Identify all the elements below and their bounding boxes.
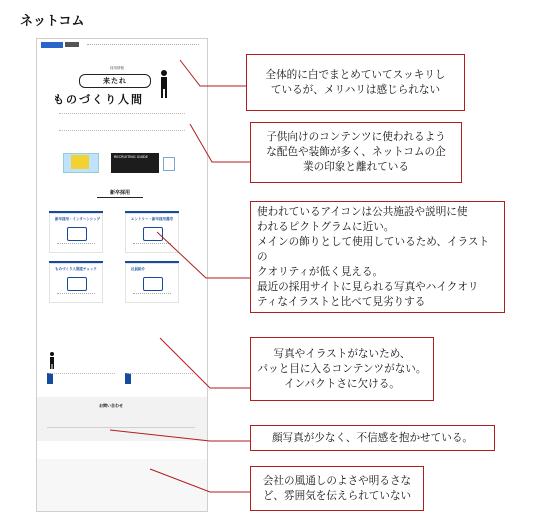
card-title: ものづくり人間度チェック (55, 267, 97, 271)
note-text: 子供向けのコンテンツに使われるよう な配色や装飾が多く、ネットコムの企 業の印象と離れている (266, 131, 446, 173)
card-text (133, 243, 171, 250)
website-thumbnail (36, 38, 208, 512)
card-text (57, 243, 95, 250)
site-logo-text (65, 42, 79, 47)
site-header (37, 39, 207, 51)
person-pictogram-icon (157, 69, 171, 99)
career-section (37, 351, 207, 387)
hero-heading-2: ものづくり人間 (53, 93, 144, 106)
card-text (133, 293, 171, 300)
card-icon (143, 277, 163, 291)
card-title: エントリー・新卒採用選考 (131, 217, 173, 221)
card-title: 新卒採用・インターンシップ (55, 217, 101, 221)
card-entry[interactable] (125, 211, 179, 253)
hero-description (59, 113, 185, 131)
card-staff[interactable] (125, 261, 179, 303)
annotation-note-5 (250, 425, 495, 451)
footer (37, 459, 207, 511)
guide-yellow-block (71, 155, 89, 169)
contact-links[interactable] (47, 427, 195, 434)
annotation-note-4 (250, 337, 434, 401)
card-icon (67, 227, 87, 241)
annotation-note-3 (250, 201, 505, 313)
note-text: 使われているアイコンは公共施設や説明に使 われるピクトグラムに近い。 メインの飾りとして使用しているため、イラストの クオリティが低く見える。 最近の採用サイトに見られる写真やハイクオリ ティなイラストと比べて見劣りする (257, 205, 490, 308)
career-item[interactable] (125, 373, 193, 384)
annotation-note-6 (250, 466, 424, 511)
contact-section (37, 397, 207, 441)
note-text: 顔写真が少なく、不信感を抱かせている。 (271, 431, 474, 444)
site-logo (41, 42, 63, 48)
annotation-note-1 (246, 54, 465, 111)
card-title: 社員紹介 (131, 267, 145, 271)
annotation-note-2 (250, 122, 462, 183)
guide-decoration (163, 157, 175, 171)
site-nav (87, 44, 199, 47)
card-internship[interactable] (49, 211, 103, 253)
hero-heading-1: 来たれ (79, 74, 151, 88)
section-title: 新卒採用 (97, 187, 143, 198)
person-pictogram-icon (47, 351, 57, 369)
career-item[interactable] (47, 373, 115, 384)
card-icon (67, 277, 87, 291)
card-icon (143, 227, 163, 241)
contact-title: お問い合わせ (99, 403, 123, 408)
recruiting-guide-label: RECRUITING GUIDE (114, 155, 148, 159)
card-check[interactable] (49, 261, 103, 303)
note-text: 会社の風通しのよさや明るさな ど、雰囲気を伝えられていない (262, 474, 412, 502)
note-text: 全体的に白でまとめていてスッキリし ているが、メリハリは感じられない (265, 68, 446, 96)
hero-badge: 採用情報 (110, 66, 124, 70)
card-text (57, 293, 95, 300)
page-title: ネットコム (20, 14, 85, 29)
note-text: 写真やイラストがないため、 パッと目に入るコンテンツがない。 インパクトさに欠ける。 (257, 347, 427, 390)
